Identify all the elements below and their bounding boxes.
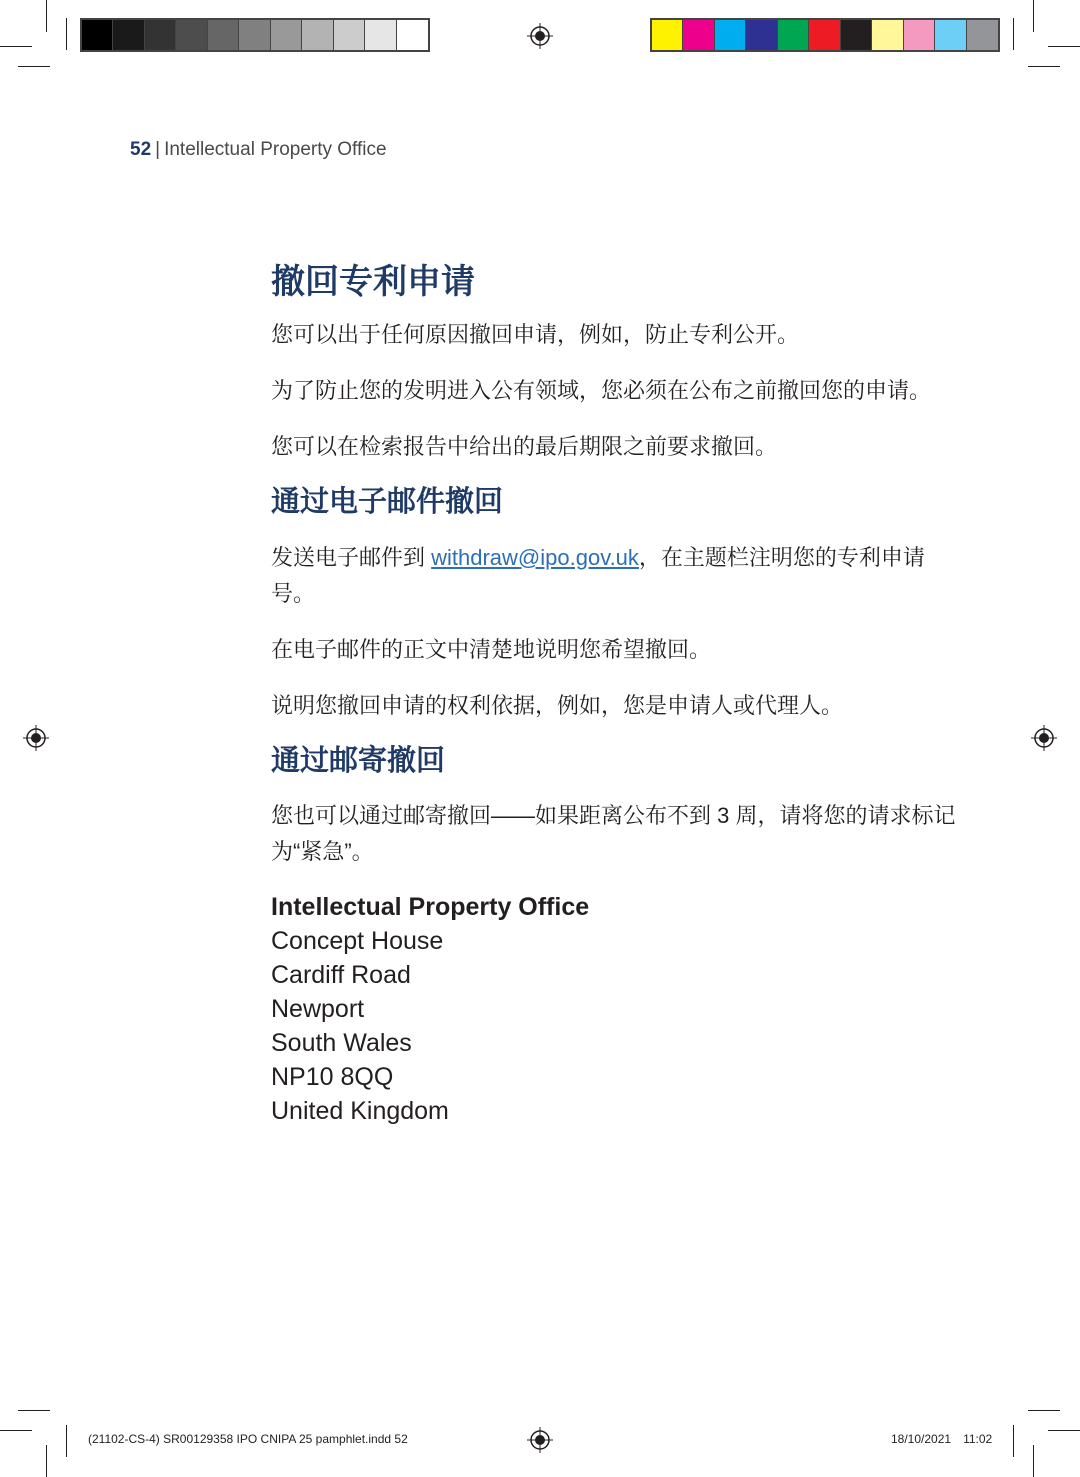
color-swatch <box>239 20 270 50</box>
crop-mark <box>46 1445 47 1477</box>
color-swatch <box>778 20 809 50</box>
slug-date: 18/10/2021 <box>891 1432 952 1446</box>
crop-mark <box>0 46 32 47</box>
color-swatch <box>872 20 903 50</box>
header-separator: | <box>155 139 161 160</box>
header-title: Intellectual Property Office <box>164 139 387 160</box>
grayscale-color-bar <box>80 18 430 52</box>
paragraph: 说明您撤回申请的权利依据，例如，您是申请人或代理人。 <box>271 692 844 718</box>
crop-mark <box>1028 66 1060 67</box>
crop-mark <box>1033 0 1034 32</box>
address-line: Concept House <box>271 927 444 956</box>
paragraph: 您也可以通过邮寄撤回——如果距离公布不到 3 周，请将您的请求标记为“紧急”。 <box>271 803 956 865</box>
postal-address <box>271 890 961 1128</box>
text: ，在主题栏注明您的专利申请号。 <box>271 544 925 606</box>
paragraph: 为了防止您的发明进入公有领域，您必须在公布之前撤回您的申请。 <box>271 377 932 403</box>
crop-mark <box>0 1430 32 1431</box>
registration-mark-icon <box>527 1427 553 1453</box>
page-title: 撤回专利申请 <box>271 263 475 301</box>
color-swatch <box>397 20 428 50</box>
paragraph: 您可以出于任何原因撤回申请，例如，防止专利公开。 <box>271 321 800 347</box>
registration-mark-icon <box>23 725 49 751</box>
color-swatch <box>208 20 239 50</box>
crop-mark <box>1013 18 1014 50</box>
crop-mark <box>66 1425 67 1457</box>
color-swatch <box>967 20 998 50</box>
color-swatch <box>302 20 333 50</box>
crop-mark <box>1013 1425 1014 1457</box>
registration-mark-icon <box>527 23 553 49</box>
color-swatch <box>145 20 176 50</box>
address-line: Cardiff Road <box>271 961 411 990</box>
slug-file-info: (21102-CS-4) SR00129358 IPO CNIPA 25 pamphlet.indd 52 <box>88 1432 408 1446</box>
color-swatch <box>334 20 365 50</box>
color-swatch <box>652 20 683 50</box>
color-swatch <box>841 20 872 50</box>
crop-mark <box>18 66 50 67</box>
running-header <box>130 139 387 161</box>
crop-mark <box>1048 1430 1080 1431</box>
email-link[interactable]: withdraw@ipo.gov.uk <box>431 544 639 570</box>
color-swatch <box>683 20 714 50</box>
crop-mark <box>1048 46 1080 47</box>
address-line: South Wales <box>271 1029 412 1058</box>
section-heading-post: 通过邮寄撤回 <box>271 744 446 777</box>
color-swatch <box>904 20 935 50</box>
process-color-bar <box>650 18 1000 52</box>
color-swatch <box>935 20 966 50</box>
color-swatch <box>176 20 207 50</box>
text: 发送电子邮件到 <box>271 544 432 570</box>
address-org: Intellectual Property Office <box>271 893 590 922</box>
color-swatch <box>809 20 840 50</box>
slug-timestamp <box>891 1432 992 1446</box>
section-heading-email: 通过电子邮件撤回 <box>271 485 504 518</box>
crop-mark <box>46 0 47 32</box>
color-swatch <box>271 20 302 50</box>
address-line: United Kingdom <box>271 1097 449 1126</box>
color-swatch <box>715 20 746 50</box>
crop-mark <box>1028 1410 1060 1411</box>
crop-mark <box>66 18 67 50</box>
page-number: 52 <box>130 139 152 160</box>
address-line: NP10 8QQ <box>271 1063 394 1092</box>
main-content <box>271 262 961 1128</box>
slug-time: 11:02 <box>963 1432 993 1446</box>
color-swatch <box>113 20 144 50</box>
paragraph <box>271 540 961 612</box>
color-swatch <box>365 20 396 50</box>
color-swatch <box>746 20 777 50</box>
address-line: Newport <box>271 995 365 1024</box>
crop-mark <box>18 1410 50 1411</box>
paragraph: 您可以在检索报告中给出的最后期限之前要求撤回。 <box>271 433 778 459</box>
registration-mark-icon <box>1031 725 1057 751</box>
color-swatch <box>82 20 113 50</box>
crop-mark <box>1033 1445 1034 1477</box>
paragraph: 在电子邮件的正文中清楚地说明您希望撤回。 <box>271 636 712 662</box>
